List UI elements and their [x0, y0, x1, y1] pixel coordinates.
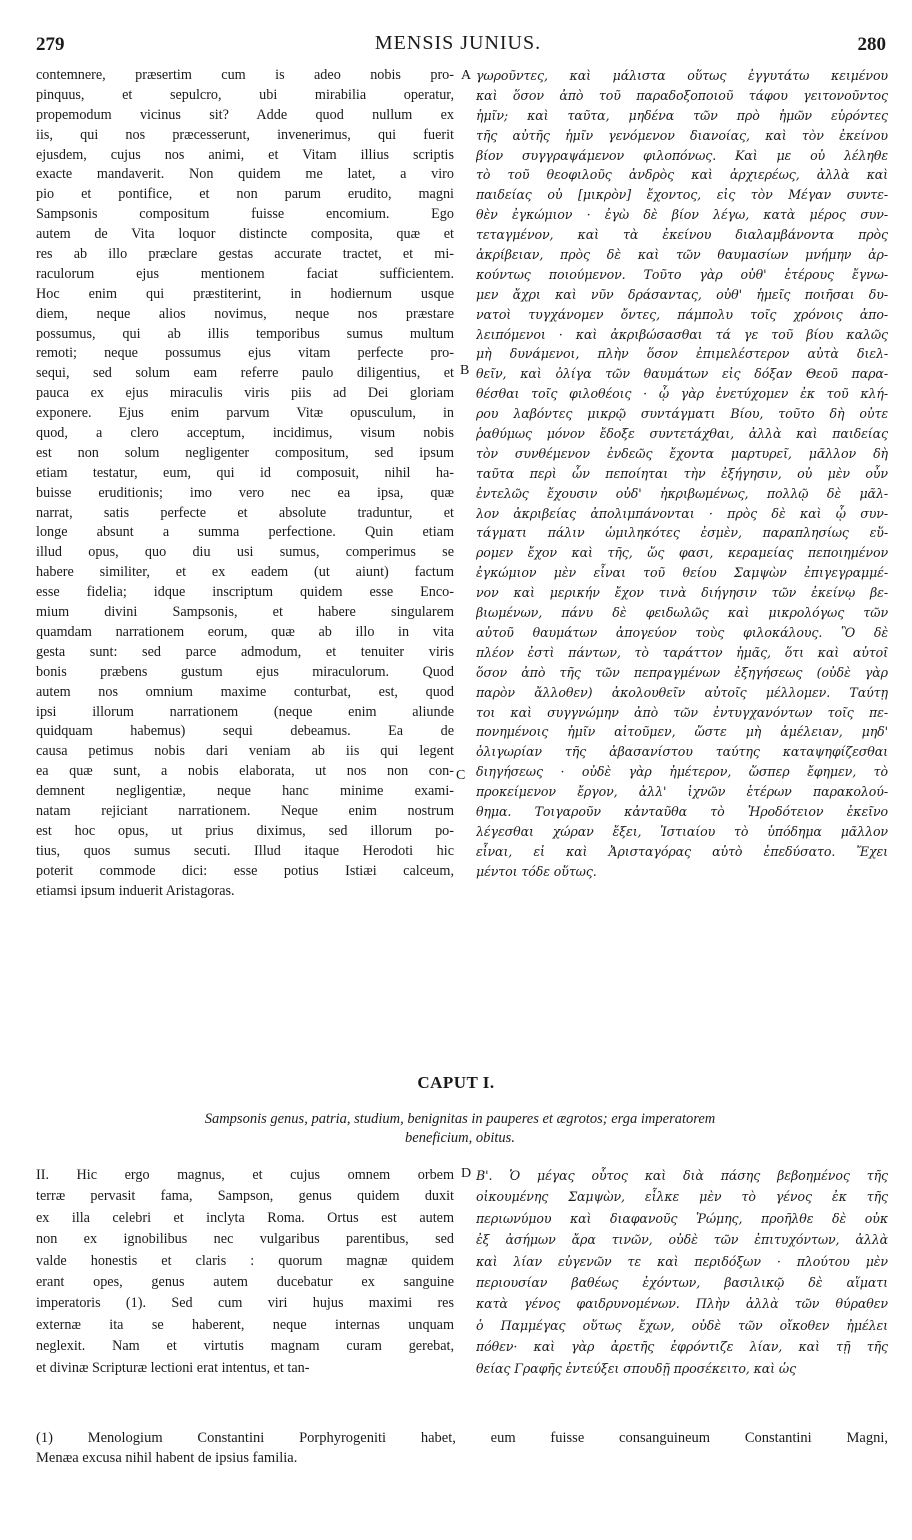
- text-line: valde honestis et claris : quorum magnæ quidem: [36, 1252, 454, 1269]
- text-line: βιωμένων, πάνυ δὲ φειδωλῶς καὶ μικρολόγως τῶν: [476, 605, 888, 621]
- text-line: αὐτοῦ θαυμάτων ἀπογεύον τοὺς φιλοκάλους. Ὃ δὲ: [476, 624, 888, 640]
- text-line: προκείμενον ἔργον, ἀλλ' ἰχνῶν ἑτέρων παρακολού-: [476, 784, 888, 800]
- text-line: λον ἀκριβείας ἀπολιμπάνονται · πρὸς δὲ καὶ ᾧ συν-: [476, 505, 888, 521]
- text-line: iis, qui nos præcesserunt, invenerimus, qui fuerit: [36, 126, 454, 143]
- text-line: remoti; neque possumus ejus vitam perfecte pro-: [36, 345, 454, 362]
- text-line: esse fidelia; idque inscriptum quidem esse Enco-: [36, 584, 454, 601]
- text-line: θεῖν, καὶ ὀλίγα τῶν θαυμάτων εἰς δόξαν Θεοῦ παρα-: [476, 366, 888, 382]
- text-line: γωροῦντες, καὶ μάλιστα οὕτως ἐγγυτάτω κειμένου: [476, 68, 888, 83]
- text-line: πόθεν· καὶ γὰρ ἀρετῆς ἐφρόντιζε λίαν, καὶ τῇ τῆς: [476, 1339, 888, 1355]
- text-line: νον καὶ μερικήν ἔχον τινὰ διήγησιν τῶν ἐκείνῳ βε-: [476, 585, 888, 601]
- text-line: exponere. Ejus enim parvum Vitæ opusculum, in: [36, 405, 454, 422]
- text-line: II. Hic ergo magnus, et cujus omnem orbem: [36, 1167, 454, 1183]
- text-line: ἡμῖν; καὶ ταῦτα, μηδένα τῶν πρὸ ἡμῶν εὑρόντες: [476, 107, 888, 123]
- text-line: diem, neque alios novimus, neque nos præstare: [36, 305, 454, 322]
- latin-column-bottom: [36, 1165, 454, 1379]
- text-line: ἐγκώμιον μὲν εἶναι τοῦ θείου Σαμψὼν ἐπιγεγραμμέ-: [476, 565, 888, 581]
- text-line: pauca ex ejus miraculis viris piis ad Dei gloriam: [36, 385, 454, 402]
- margin-marker-b: B: [460, 363, 470, 378]
- greek-column-top: [476, 66, 888, 882]
- text-line: raculorum ejus mentionem faciat sufficientem.: [36, 265, 454, 282]
- text-line: περιουσίαν βαθέως ἐχόντων, βασιλικῷ δὲ αἵματι: [476, 1274, 888, 1290]
- text-line: neglexit. Nam et virtutis magnam curam gerebat,: [36, 1338, 454, 1355]
- text-line: sequi, sed solum eam referre paulo diligentius, et: [36, 365, 454, 382]
- text-line: πλέον ἐστὶ πάντων, τὸ ταράττον ἡμᾶς, ὅτι καὶ αὐτοῖ: [476, 644, 888, 660]
- text-line: ea quæ sunt, a nobis elaborata, ut nos non con-: [36, 763, 454, 780]
- greek-column-bottom: [476, 1165, 888, 1379]
- text-line: propemodum vicinus sit? Adde quod nullum ex: [36, 106, 454, 123]
- text-line: illud opus, quo diu usi sumus, comperimus se: [36, 544, 454, 561]
- text-line: διηγήσεως · οὐδὲ γὰρ ἡμέτερον, ὥσπερ ἔφημεν, τὸ: [476, 764, 888, 780]
- text-line: quamdam narrationem eorum, quæ ab illo in vita: [36, 623, 454, 640]
- text-line: θημα. Τοιγαροῦν κἀνταῦθα τὸ Ἡροδότειον ἐκεῖνο: [476, 803, 888, 819]
- text-line: mium divini Sampsonis, et habere singularem: [36, 604, 454, 621]
- text-line: παιδείας οὐ [μικρὸν] ἔχοντος, εἰς τὸν Μέγαν συντε-: [476, 187, 888, 203]
- text-line: νατοὶ τυγχάνομεν ὄντες, πάμπολυ τοῖς χρόνοις ἀπο-: [476, 306, 888, 322]
- running-title: MENSIS JUNIUS.: [374, 32, 542, 54]
- text-line: buisse eruditionis; imo vero nec ea ipsa, quæ: [36, 484, 454, 501]
- text-line: ὅσον ἀπὸ τῆς τῶν πεπραγμένων ἐξηγήσεως (οὐδὲ γὰρ: [476, 664, 888, 680]
- text-line: τεταγμένον, καὶ τὰ ἐκείνου διαλαμβάνοντα πρὸς: [476, 227, 888, 243]
- text-line: ῥαθύμως μόνον ἔδοξε συντετάχθαι, ἀλλὰ καὶ παιδείας: [476, 426, 888, 442]
- text-line: etiamsi ipsum induerit Aristagoras.: [36, 882, 235, 899]
- text-line: ρου λαβόντες μικρῷ συντάγματι Βίου, τοῦτο δὴ οὐτε: [476, 406, 888, 422]
- text-line: bonis præbens gustum ejus miraculorum. Quod: [36, 663, 454, 680]
- text-line: narrat, satis perfecte et absolute traduntur, et: [36, 504, 454, 521]
- latin-column-top: [36, 66, 454, 901]
- text-line: πονημένοις ἡμῖν αἰτοῦμεν, ὥστε μὴ ἀμέλειαν, μηδ': [476, 724, 888, 740]
- text-line: demnent negligentiæ, neque hanc minime exami-: [36, 783, 454, 800]
- page-number-right: 280: [857, 34, 886, 55]
- text-line: Hoc enim qui præstiterint, in hodiernum usque: [36, 285, 454, 302]
- text-line: μεν ἄχρι καὶ νῦν δράσαντας, οὐθ' ἡμεῖς ποιῆσαι δυ-: [476, 286, 888, 302]
- text-line: κούντως ποιούμενον. Τοῦτο γὰρ οὐθ' ἑτέρους ἔγνω-: [476, 266, 888, 282]
- text-line: terræ pervasit fama, Sampson, genus quidem duxit: [36, 1188, 454, 1205]
- chapter-summary-line: beneficium, obitus.: [405, 1130, 515, 1146]
- text-line: non ex ignobilibus nec vulgaribus parentibus, sed: [36, 1231, 454, 1248]
- chapter-summary: [40, 1110, 880, 1148]
- text-line: τοι καὶ συγγνώμην ἀπὸ τῶν ἐντυγχανόντων τοῖς πε-: [476, 704, 888, 720]
- text-line: ipsi illorum narrationem (neque enim aliunde: [36, 703, 454, 720]
- text-line: possumus, qui ab illis temporibus sumus multum: [36, 325, 454, 342]
- text-line: ejusdem, cujus nos animi, et Vitam illius scriptis: [36, 146, 454, 163]
- text-line: τὸ τοῦ θεοφιλοῦς ἀνδρὸς καὶ ἀρχιερέως, ἀλλὰ καὶ: [476, 167, 888, 183]
- text-line: res ab illo præclare gestas accurate tractet, et mi-: [36, 246, 454, 263]
- text-line: βίον συγγραψάμενον φιλοπόνως. Καὶ με οὐ λέληθε: [476, 147, 888, 163]
- text-line: παρὸν ἄλλοθεν) ἀκολουθεῖν αὐτοῖς μέλλομεν. Ταύτῃ: [476, 684, 888, 700]
- text-line: pio et pontifice, et non parum erudito, magni: [36, 186, 454, 203]
- text-line: longe absunt a summa perfectione. Quin etiam: [36, 524, 454, 541]
- text-line: θὲν ἐγκώμιον · ἐγὼ δὲ βίον λέγω, κατὰ μέρος συν-: [476, 207, 888, 223]
- margin-marker-d: D: [461, 1166, 472, 1181]
- text-line: gesta sunt: sed parce admodum, et tenuiter viris: [36, 643, 454, 660]
- text-line: μέντοι τόδε οὕτως.: [476, 863, 597, 879]
- footnote-line: Menæa excusa nihil habent de ipsius familia.: [36, 1450, 298, 1466]
- text-line: exacte mandaverit. Non quidem me latet, a viro: [36, 166, 454, 183]
- text-line: εἶναι, εἰ καὶ Ἀρισταγόρας αὐτὸ ἐπεδύσατο. Ἔχει: [476, 843, 888, 859]
- text-line: externæ ita se haberent, neque internas unquam: [36, 1316, 454, 1333]
- text-line: ὀλιγωρίαν τῆς ἀβασανίστου ταύτης καταψηφίζεσθαι: [476, 744, 888, 760]
- text-line: ὁ Παμμέγας οὕτως ἔχων, οὐδὲ τῶν οἴκοθεν ἠμέλει: [476, 1317, 888, 1333]
- text-line: poterit commode dici: esse potius Istiæi calceum,: [36, 862, 454, 879]
- footnote-line: (1) Menologium Constantini Porphyrogeniti habet, eum fuisse consanguineum Constantini Magni,: [36, 1430, 888, 1446]
- text-line: ἐντελῶς ἔχουσιν οὐδ' ἠκριβωμένως, πολλῷ δὲ μᾶλ-: [476, 485, 888, 501]
- text-line: ex illa celebri et inclyta Roma. Ortus est autem: [36, 1209, 454, 1226]
- text-line: tius, quos sumus secuti. Illud itaque Herodoti hic: [36, 842, 454, 859]
- text-line: θέσθαι τοῖς φιλοθέοις · ᾧ γὰρ ἐνετύχομεν ἐκ τοῦ κλή-: [476, 386, 888, 402]
- text-line: καὶ ὅσον ἀπὸ τοῦ παραδοξοποιοῦ τάφου γειτονοῦντος: [476, 87, 888, 103]
- text-line: ρομεν ἔχον καὶ τῆς, ὥς φασι, κεραμείας πεποιημένον: [476, 545, 888, 561]
- margin-marker-c: C: [456, 768, 466, 783]
- text-line: λειπόμενοι · καὶ ἀκριβώσασθαι τά γε τοῦ βίου καλῶς: [476, 326, 888, 342]
- text-line: habere similiter, et ex eadem (ut aiunt) factum: [36, 564, 454, 581]
- text-line: contemnere, præsertim cum is adeo nobis pro-: [36, 67, 454, 83]
- footnote: [36, 1428, 888, 1468]
- text-line: τῆς αὐτῆς ἡμῖν γενόμενον διανοίας, καὶ τὸν ἐκείνου: [476, 127, 888, 143]
- text-line: autem de Vita loquor distincte composita, quæ et: [36, 226, 454, 243]
- text-line: natam rejiciant narrationem. Neque enim nostrum: [36, 802, 454, 819]
- text-line: οἰκουμένης Σαμψὼν, εἷλκε μὲν τὸ γένος ἐκ τῆς: [476, 1189, 888, 1205]
- text-line: ταῦτα περὶ ὧν πεποίηται τὴν ἐξήγησιν, οὐ μὲν οὖν: [476, 465, 888, 481]
- text-line: quod, a clero acceptum, incidimus, visum nobis: [36, 425, 454, 442]
- text-line: ἐξ ἀσήμων ἄρα τινῶν, οὐδὲ τῶν ἐπιτυχόντων, ἀλλὰ: [476, 1232, 888, 1248]
- text-line: καὶ λίαν εὐγενῶν τε καὶ περιδόξων · πλούτου μὲν: [476, 1253, 888, 1269]
- text-line: pinquus, et sepulcro, ubi mirabilia operatur,: [36, 86, 454, 103]
- text-line: Sampsonis compositum fuisse encomium. Ego: [36, 206, 454, 223]
- text-line: erant opes, genus autem ducebatur ex sanguine: [36, 1273, 454, 1290]
- text-line: et divinæ Scripturæ lectioni erat intentus, et tan-: [36, 1359, 310, 1376]
- text-line: ἀκρίβειαν, πρὸς δὲ καὶ τῶν θαυμασίων μνήμην ἀρ-: [476, 247, 888, 263]
- text-line: τὸν συνθέμενον ἐνδεῶς ἔχοντα μαρτυρεῖ, μᾶλλον δὴ: [476, 445, 888, 461]
- margin-marker-a: A: [461, 68, 472, 83]
- chapter-title: CAPUT I.: [417, 1073, 495, 1092]
- text-line: τάγματι πάλιν ὡμιληκότες ἐσμὲν, παραπλησίως εὕ-: [476, 525, 888, 541]
- text-line: autem nos omnium maxime conturbat, est, quod: [36, 683, 454, 700]
- text-line: est non solum negligenter compositum, sed ipsum: [36, 444, 454, 461]
- chapter-summary-line: Sampsonis genus, patria, studium, benignitas in pauperes et ægrotos; erga imperatorem: [204, 1111, 716, 1127]
- text-line: θείας Γραφῆς ἐντεύξει σπουδῇ προσέκειτο, καὶ ὡς: [476, 1360, 797, 1376]
- text-line: Β'. Ὁ μέγας οὗτος καὶ διὰ πάσης βεβοημένος τῆς: [476, 1168, 888, 1183]
- text-line: περιωνύμου καὶ διαφανοῦς Ῥώμης, προῆλθε δὲ οὐκ: [476, 1210, 888, 1226]
- text-line: est hoc opus, ut prius diximus, sed illorum po-: [36, 822, 454, 839]
- page-header: [30, 26, 886, 60]
- text-line: quidquam habemus) sequi debeamus. Ea de: [36, 723, 454, 740]
- page-number-left: 279: [36, 34, 65, 55]
- text-line: causa petimus nobis dari veniam ab iis qui legent: [36, 743, 454, 760]
- text-line: imperatoris (1). Sed cum viri hujus maximi res: [36, 1295, 454, 1312]
- text-line: μὴ δυνάμενοι, πλὴν ὅσον ἐπιμελέστερον αὐτὰ διελ-: [476, 346, 888, 362]
- text-line: κατὰ γένος φαιδρυνομένων. Πλὴν ἀλλὰ τῶν θύραθεν: [476, 1296, 888, 1312]
- text-line: λέγεσθαι χώραν ἔξει, Ἱστιαίου τὸ ὑπόδημα μᾶλλον: [476, 823, 888, 839]
- text-line: etiam testatur, eum, qui id composuit, nihil ha-: [36, 464, 454, 481]
